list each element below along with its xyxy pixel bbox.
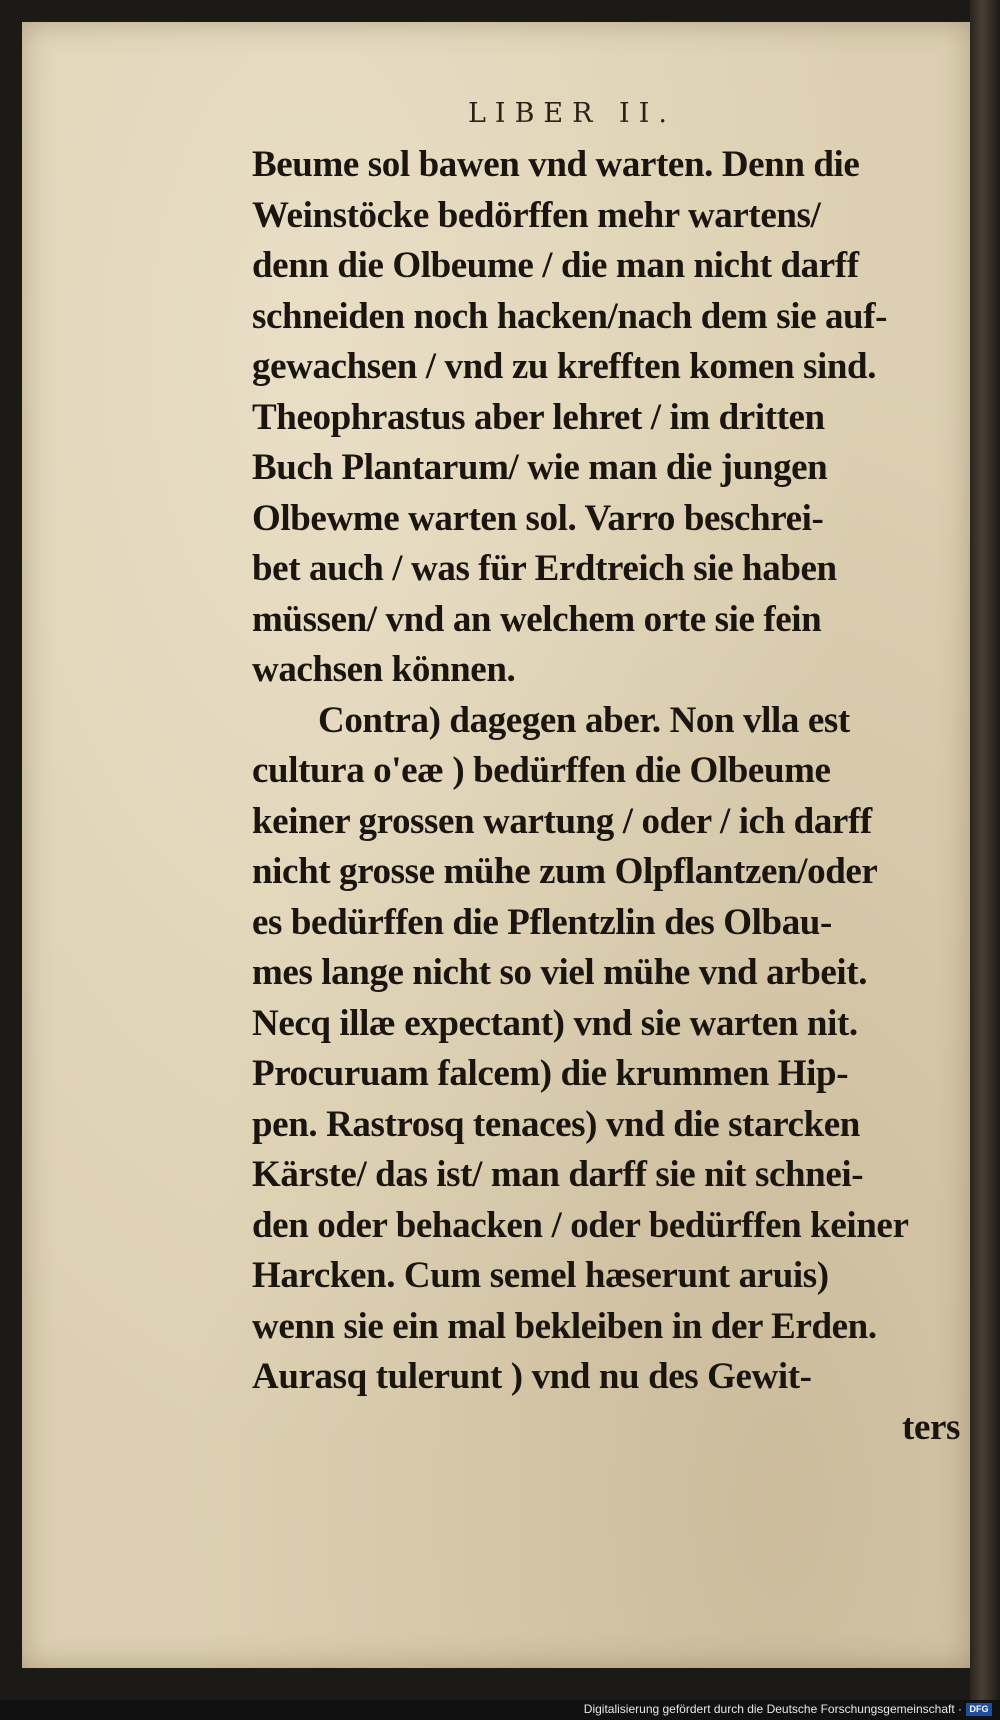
text-line: bet auch / was für Erdtreich sie haben [252, 548, 837, 589]
text-line: gewachsen / vnd zu krefften komen sind. [252, 346, 877, 387]
text-line: Aurasq tulerunt ) vnd nu des Gewit- [252, 1356, 812, 1397]
text-line: Contra) dagegen aber. Non vlla est [318, 699, 850, 741]
text-line: wachsen können. [252, 649, 516, 690]
footer-credit: Digitalisierung gefördert durch die Deutsche Forschungsgemeinschaft · [583, 1702, 962, 1716]
text-line: Necq illæ expectant) vnd sie warten nit. [252, 1002, 858, 1044]
text-line: pen. Rastrosq tenaces) vnd die starcken [252, 1103, 860, 1145]
text-line: Harcken. Cum semel hæserunt aruis) [252, 1255, 829, 1296]
text-line: Weinstöcke bedörffen mehr wartens/ [252, 194, 821, 236]
book-edge [970, 0, 1000, 1700]
text-line: es bedürffen die Pflentzlin des Olbau- [252, 901, 832, 943]
text-line: Buch Plantarum/ wie man die jungen [252, 447, 828, 488]
text-line: Beume sol bawen vnd warten. Denn die [252, 144, 860, 185]
text-line: denn die Olbeume / die man nicht darff [252, 245, 859, 286]
text-line: Kärste/ das ist/ man darff sie nit schnei- [252, 1154, 864, 1195]
text-line: müssen/ vnd an welchem orte sie fein [252, 598, 822, 640]
catchword: ters [902, 1406, 960, 1448]
text-line: schneiden noch hacken/nach dem sie auf- [252, 295, 888, 337]
text-line: Theophrastus aber lehret / im dritten [252, 396, 825, 438]
text-line: wenn sie ein mal bekleiben in der Erden. [252, 1305, 877, 1347]
text-line: keiner grossen wartung / oder / ich darff [252, 800, 872, 842]
body-text [252, 140, 972, 1453]
text-line: Olbewme warten sol. Varro beschrei- [252, 497, 824, 539]
dfg-logo: DFG [966, 1703, 992, 1716]
text-line: nicht grosse mühe zum Olpflantzen/oder [252, 851, 878, 892]
text-line: Procuruam falcem) die krummen Hip- [252, 1053, 849, 1094]
text-line: cultura o'eæ ) bedürffen die Olbeume [252, 750, 831, 791]
running-head: LIBER II. [468, 98, 676, 129]
text-line: mes lange nicht so viel mühe vnd arbeit. [252, 952, 868, 993]
text-line: den oder behacken / oder bedürffen keiner [252, 1204, 909, 1246]
